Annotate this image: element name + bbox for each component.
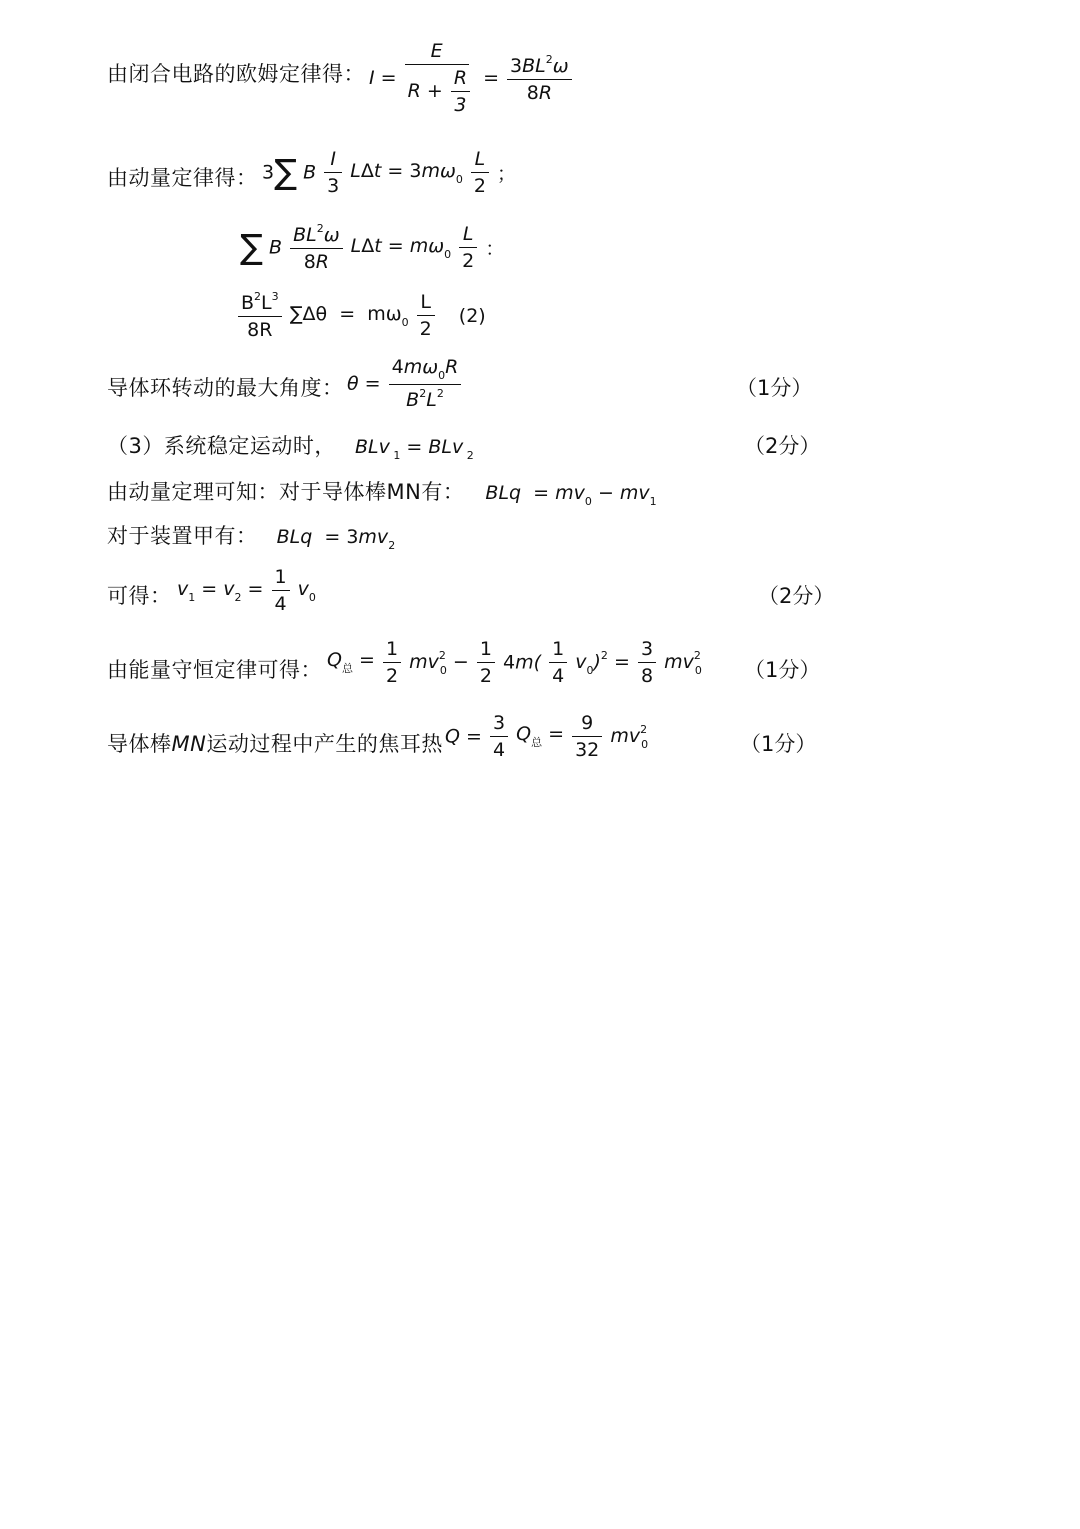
steady-state-formula: BLv $_1$ = BLv $_2$ — [354, 436, 474, 462]
energy-conservation-formula: $Q_总$ = $\frac{1}{2}$ $mv^2_0$ − $\frac{1}{2}$ 4m( $\frac{1}{4}$ $v_0)^2$ = $\frac{3}{8}$ $mv^2_0$ — [327, 638, 702, 687]
equation-number: (2) — [458, 304, 486, 327]
score-steady-state: （2分） — [744, 434, 821, 458]
ohm-law-formula: I = E R + $\frac{R}{3}$ = $\frac{3BL^2\omega}{8R}$ — [369, 40, 574, 116]
semicolon: ； — [497, 163, 517, 185]
result-velocity-label: 可得： — [107, 584, 172, 608]
line-momentum-sum — [240, 222, 504, 282]
momentum-sum-formula: ∑ B $\frac{BL^2\omega}{8R}$ $L\Delta t = m\omega_0$ $\frac{L}{2}$ ： — [240, 222, 505, 273]
steady-state-label: （3）系统稳定运动时， — [107, 434, 336, 458]
fraction-e-over-r-plus-r3: E R + $\frac{R}{3}$ — [405, 40, 475, 116]
ohm-law-label: 由闭合电路的欧姆定律得： — [107, 62, 365, 86]
result-velocity-formula: $v_1 = v_2$ = $\frac{1}{4}$ $v_0$ — [177, 566, 316, 615]
line-device-momentum — [107, 520, 395, 550]
rod-momentum-formula: BLq = $mv_0 - mv_1$ — [485, 482, 657, 508]
score-joule-heat: （1分） — [740, 732, 817, 756]
line-steady-state — [107, 430, 474, 460]
line-angle-sum — [236, 290, 486, 346]
device-momentum-formula: BLq = $3mv_2$ — [276, 526, 396, 552]
max-angle-label: 导体环转动的最大角度： — [107, 376, 344, 400]
colon: ： — [485, 238, 505, 260]
score-max-angle: （1分） — [736, 376, 813, 400]
score-energy-conservation: （1分） — [744, 658, 821, 682]
joule-heat-label-mn: MN — [171, 732, 207, 756]
device-momentum-label: 对于装置甲有： — [107, 524, 258, 548]
momentum-law-label: 由动量定律得： — [107, 166, 258, 190]
fraction-3bl2w-over-8r: $\frac{3BL^2\omega}{8R}$ — [507, 53, 572, 104]
joule-heat-label — [107, 728, 443, 758]
energy-conservation-label: 由能量守恒定律可得： — [107, 658, 322, 682]
angle-sum-formula: $\frac{B^2L^3}{8R}$ $\sum\Delta\theta = m\omega_0$ $\frac{L}{2}$ (2) — [236, 304, 486, 326]
joule-heat-label-prefix: 导体棒 — [107, 732, 172, 756]
momentum-law-formula: 3∑ B $\frac{I}{3}$ $L\Delta t = 3m\omega_0$ $\frac{L}{2}$ ； — [262, 148, 517, 197]
line-rod-momentum — [107, 476, 657, 506]
rod-momentum-label: 由动量定理可知：对于导体棒MN有： — [107, 480, 465, 504]
score-result-velocity: （2分） — [758, 584, 835, 608]
joule-heat-formula: Q = $\frac{3}{4}$ $Q_总$ = $\frac{9}{32}$ $mv^2_0$ — [445, 712, 649, 761]
joule-heat-label-suffix: 运动过程中产生的焦耳热 — [206, 732, 443, 756]
max-angle-formula: θ = $\frac{4m\omega_0R}{B^2L^2}$ — [347, 356, 463, 411]
